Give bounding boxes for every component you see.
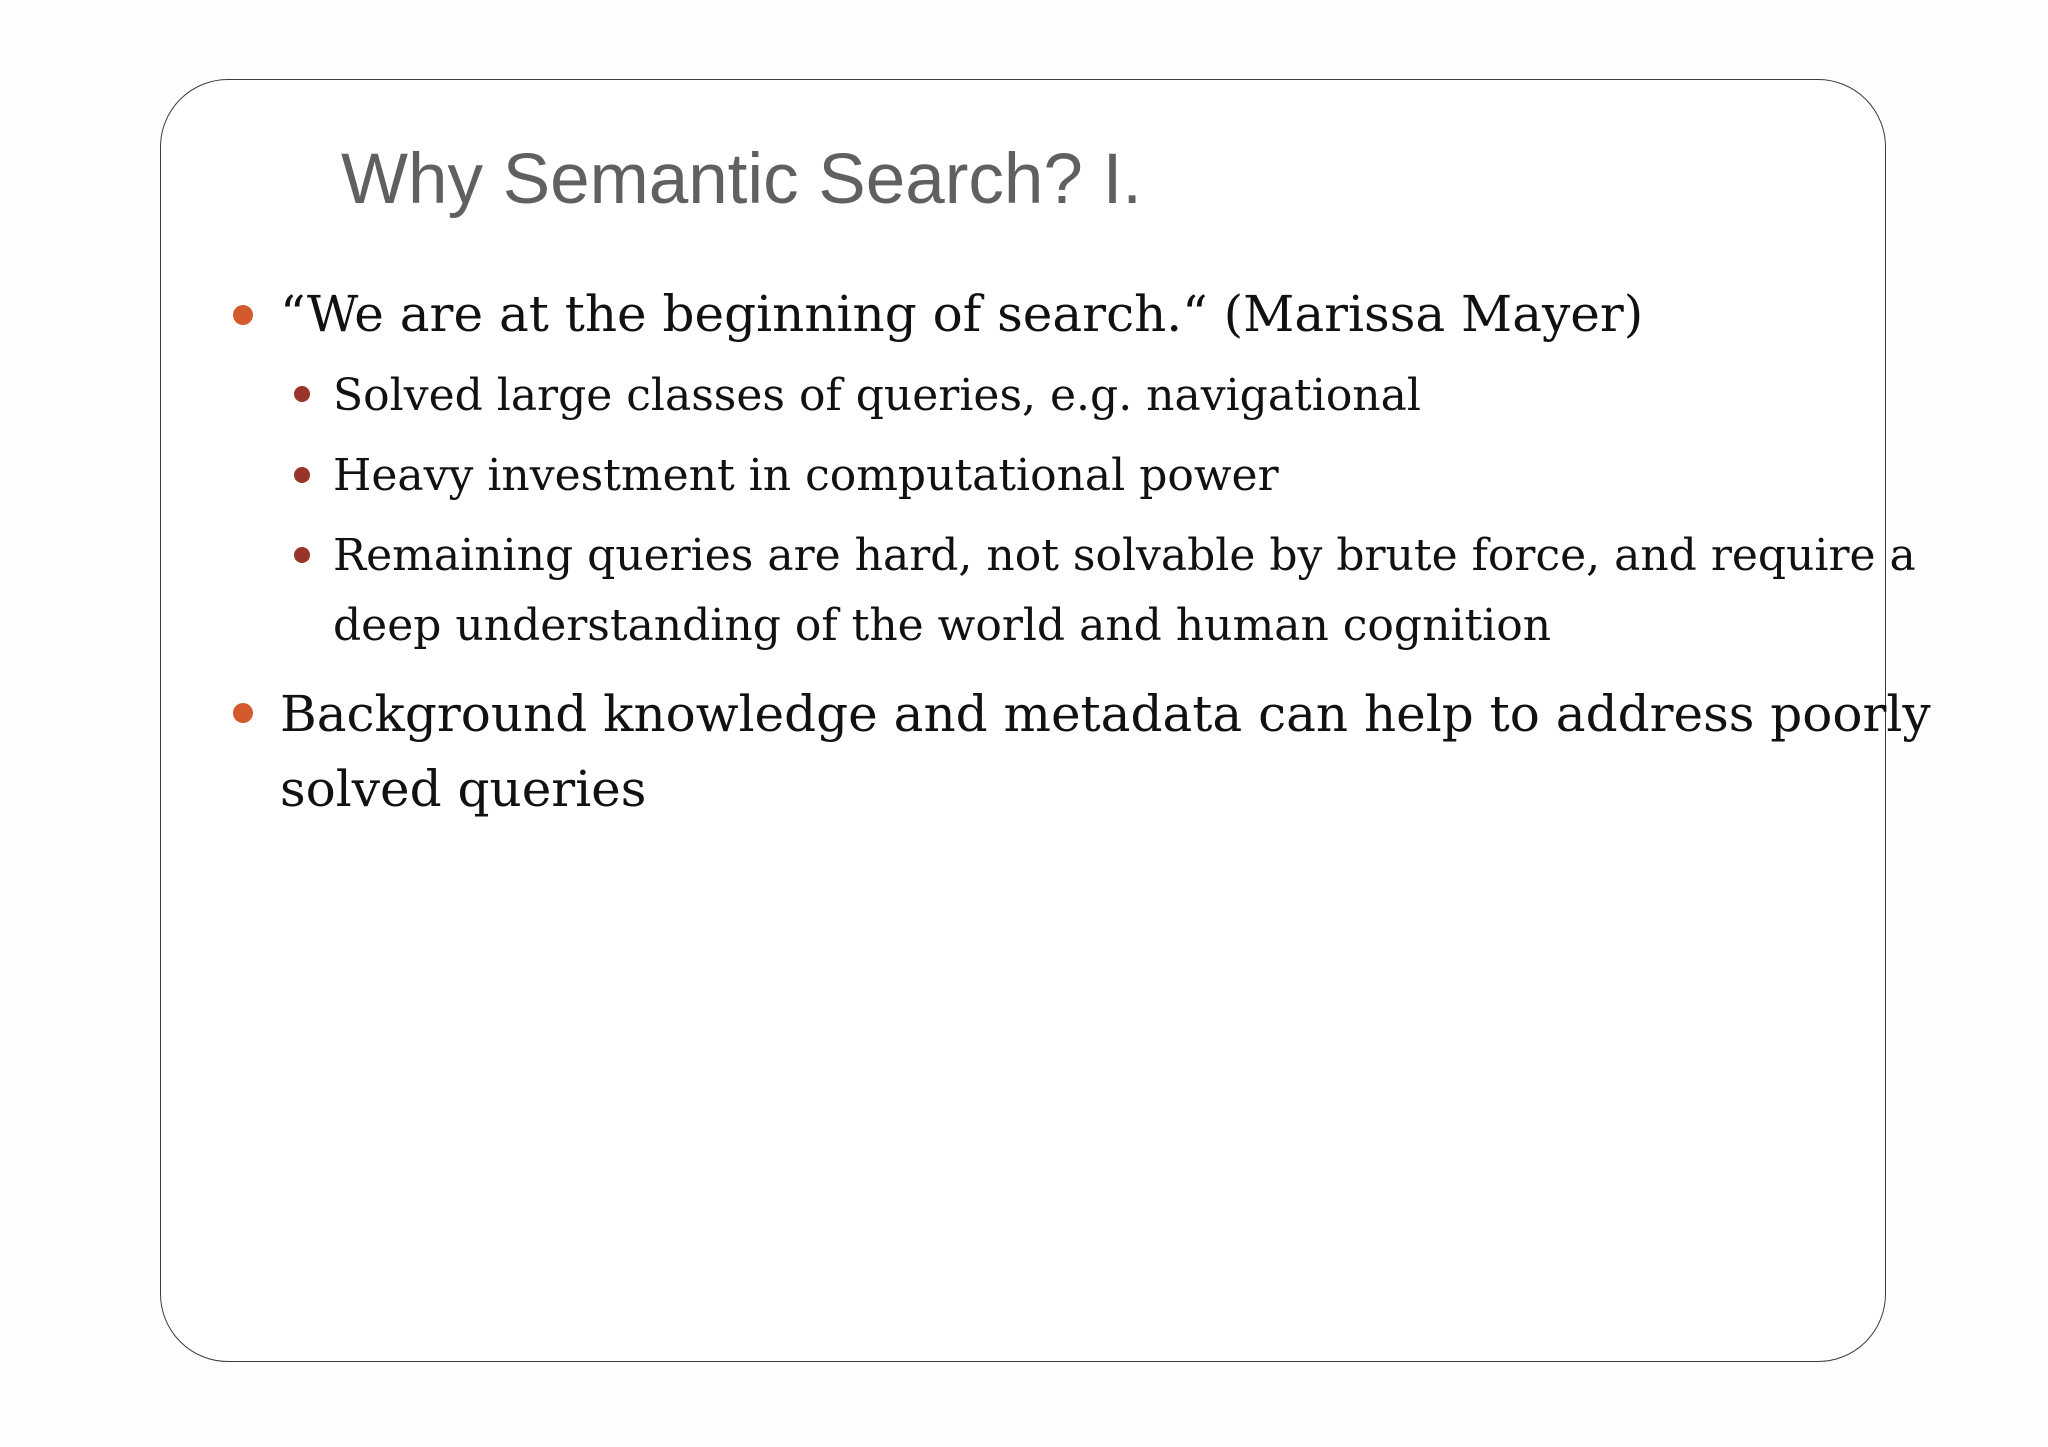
bullet-marker <box>233 305 253 325</box>
sub-bullet-remaining-line1: Remaining queries are hard, not solvable by brute force, and require a <box>333 530 1916 581</box>
bullet-background-line1: Background knowledge and metadata can help to address poorly <box>280 685 1931 743</box>
sub-bullet-marker <box>294 547 310 563</box>
sub-bullet-marker <box>294 467 310 483</box>
sub-bullet-investment: Heavy investment in computational power <box>333 450 1279 501</box>
bullet-marker <box>233 703 253 723</box>
bullet-quote-text: “We are at the beginning of search.“ (Marissa Mayer) <box>280 285 1644 343</box>
sub-bullet-solved-queries: Solved large classes of queries, e.g. navigational <box>333 370 1421 421</box>
bullet-background-line2: solved queries <box>280 760 647 818</box>
slide-title: Why Semantic Search? I. <box>341 140 1143 219</box>
sub-bullet-marker <box>294 386 310 402</box>
sub-bullet-remaining-line2: deep understanding of the world and human cognition <box>333 600 1552 651</box>
